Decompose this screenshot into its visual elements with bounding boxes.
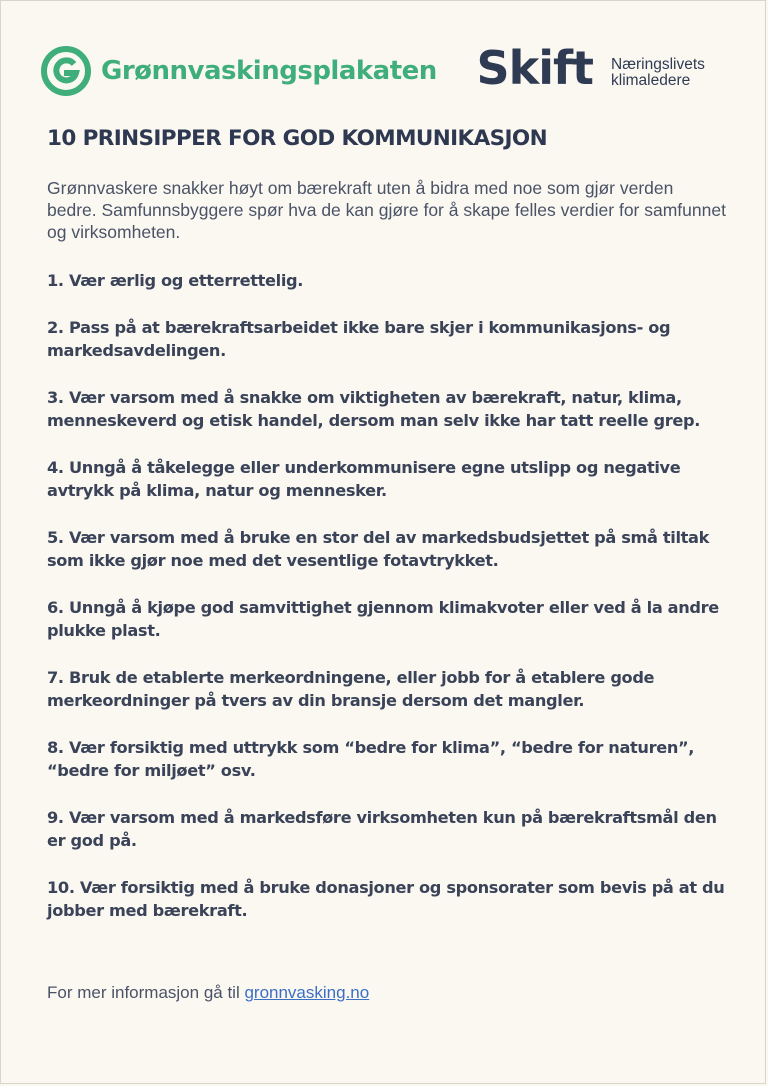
poster-content [47,123,727,946]
principle-item: 3. Vær varsom med å snakke om viktigheten av bærekraft, natur, klima, menneskeverd og etisk handel, dersom man selv ikke har tatt reelle grep. [47,388,701,430]
skift-logo [476,41,722,105]
principle-item: 1. Vær ærlig og etterrettelig. [47,271,304,290]
principle-item: 10. Vær forsiktig med å bruke donasjoner og sponsorater som bevis på at du jobber med bærekraft. [47,878,725,920]
gronnvasking-logo [41,45,437,97]
gronnvasking-link[interactable]: gronnvasking.no [244,983,370,1002]
principle-item: 9. Vær varsom med å markedsføre virksomheten kun på bærekraftsmål den er god på. [47,808,717,850]
principle-item: 2. Pass på at bærekraftsarbeidet ikke bare skjer i kommunikasjons- og markedsavdelingen. [47,318,671,360]
principle-item: 6. Unngå å kjøpe god samvittighet gjennom klimakvoter eller ved å la andre plukke plast. [47,598,719,640]
intro-paragraph: Grønnvaskere snakker høyt om bærekraft uten å bidra med noe som gjør verden bedre. Samfunnsbyggere spør hva de kan gjøre for å skape felles verdier for samfunnet og virksomheten. [47,178,726,242]
principle-item: 7. Bruk de etablerte merkeordningene, eller jobb for å etablere gode merkeordninger på tvers av din bransje dersom det mangler. [47,668,655,710]
page-title: 10 PRINSIPPER FOR GOD KOMMUNIKASJON [47,126,547,151]
principles-list [47,269,727,922]
footer-text: For mer informasjon gå til [47,983,245,1002]
footer-note [47,983,369,1003]
gronnvasking-wordmark: Grønnvaskingsplakaten [101,56,437,86]
principle-item: 5. Vær varsom med å bruke en stor del av markedsbudsjettet på små tiltak som ikke gjør noe med det vesentlige fotavtrykket. [47,528,710,570]
principle-item: 4. Unngå å tåkelegge eller underkommunisere egne utslipp og negative avtrykk på klima, natur og mennesker. [47,458,681,500]
g-logo-icon [41,46,91,96]
skift-wordmark: Skift [476,41,593,95]
header [41,41,725,105]
skift-tagline: Næringslivets klimaledere [611,56,705,89]
principle-item: 8. Vær forsiktig med uttrykk som “bedre for klima”, “bedre for naturen”, “bedre for miljøet” osv. [47,738,695,780]
